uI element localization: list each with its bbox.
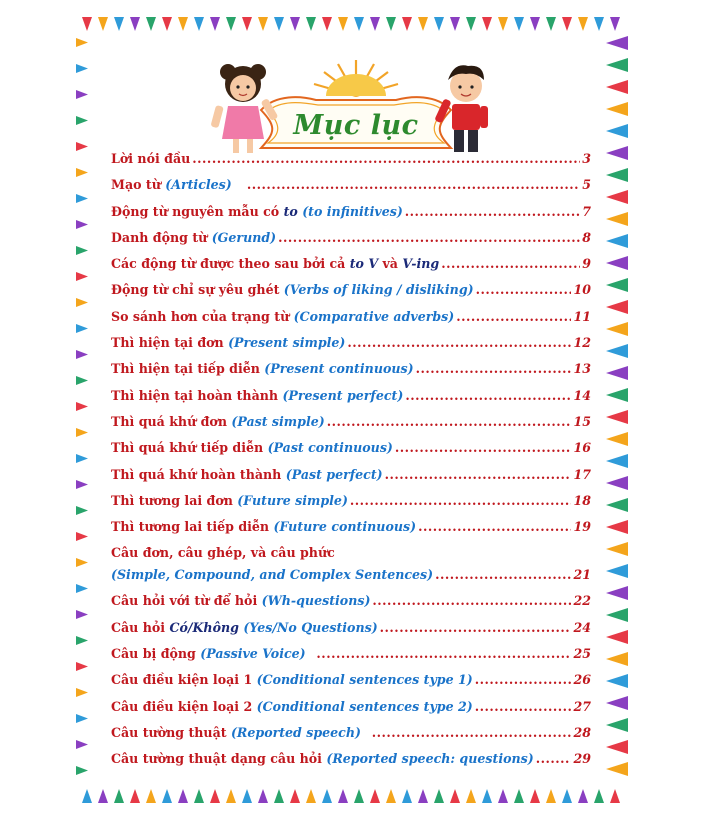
page-number: 19 (573, 519, 591, 535)
flag-bottom-icon (530, 789, 540, 803)
dot-leader (372, 593, 571, 608)
flag-bottom-icon (146, 789, 156, 803)
flag-bottom-icon (226, 789, 236, 803)
page-number: 12 (573, 335, 591, 351)
flag-right-icon (606, 740, 628, 754)
entry-en: (Conditional sentences type 2) (256, 698, 473, 714)
dot-leader (418, 519, 571, 534)
dot-leader (192, 151, 580, 166)
flag-bottom-icon (610, 789, 620, 803)
page-number: 17 (573, 466, 591, 482)
entry-vn: Câu tường thuật dạng câu hỏi (111, 751, 322, 767)
toc-entry-to-infinitives[interactable] (111, 204, 591, 230)
entry-vn: Câu điều kiện loại 1 (111, 672, 253, 688)
page-number: 21 (573, 567, 591, 583)
flag-bottom-icon (482, 789, 492, 803)
flag-left-icon (76, 324, 88, 333)
flag-left-icon (76, 506, 88, 515)
flag-right-icon (606, 674, 628, 688)
dot-leader (372, 725, 572, 740)
dot-leader (475, 699, 572, 714)
flag-bottom-icon (194, 789, 204, 803)
toc-entry-yes-no-questions[interactable] (111, 620, 591, 646)
dot-leader (385, 467, 572, 482)
flag-bottom-icon (546, 789, 556, 803)
flag-left-icon (76, 246, 88, 255)
entry-en: (Verbs of liking / disliking) (283, 282, 474, 298)
page-number: 15 (573, 413, 591, 429)
entry-en: (Reported speech) (230, 724, 361, 740)
page-number: 11 (573, 308, 591, 324)
flag-right-icon (606, 498, 628, 512)
flag-right-icon (606, 608, 628, 622)
entry-en: (Future simple) (237, 492, 348, 508)
flag-right-icon (606, 520, 628, 534)
entry-vn: Lời nói đầu (111, 151, 191, 166)
flag-right-icon (606, 630, 628, 644)
flag-bottom-icon (386, 789, 396, 803)
flag-bottom-icon (306, 789, 316, 803)
page-number: 26 (573, 672, 591, 688)
entry-vn: Thì quá khứ hoàn thành (111, 466, 282, 482)
dot-leader (536, 751, 572, 766)
flag-bottom-icon (258, 789, 268, 803)
flag-right-icon (606, 234, 628, 248)
flag-left-icon (76, 428, 88, 437)
flag-bottom-icon (290, 789, 300, 803)
page-number: 24 (573, 619, 591, 635)
dot-leader (278, 230, 580, 245)
flag-right-icon (606, 696, 628, 710)
flag-right-icon (606, 432, 628, 446)
page-number: 3 (582, 151, 591, 166)
flag-left-icon (76, 168, 88, 177)
flag-left-icon (76, 714, 88, 723)
toc-entry-past-perfect[interactable] (111, 467, 591, 493)
flag-bottom-icon (402, 789, 412, 803)
page-number: 9 (582, 256, 591, 272)
dot-leader (395, 440, 572, 455)
entry-en: (Passive Voice) (200, 646, 306, 662)
entry-en: (Present continuous) (264, 361, 414, 377)
page-number: 8 (582, 229, 591, 245)
flag-right-icon (606, 476, 628, 490)
page-title: Mục lục (293, 110, 419, 141)
toc-entry-conditional-1[interactable] (111, 672, 591, 698)
flag-right-icon (606, 454, 628, 468)
flag-right-icon (606, 300, 628, 314)
entry-vn: Câu điều kiện loại 2 (111, 698, 253, 714)
flag-right-icon (606, 542, 628, 556)
flag-left-icon (76, 220, 88, 229)
toc-entry-articles[interactable] (111, 177, 591, 203)
toc-entry-present-perfect[interactable] (111, 388, 591, 414)
toc-entry-comparative-adverbs[interactable] (111, 309, 591, 335)
flag-bottom-icon (82, 789, 92, 803)
flag-left-icon (76, 532, 88, 541)
flag-left-icon (76, 454, 88, 463)
flag-bottom-icon (210, 789, 220, 803)
dot-leader (316, 646, 571, 661)
toc-entry-gerund[interactable] (111, 230, 591, 256)
flag-right-icon (606, 564, 628, 578)
flag-bottom-icon (578, 789, 588, 803)
entry-second-line (111, 567, 591, 582)
page-number: 27 (573, 698, 591, 714)
toc-entry-to-v-and-v-ing[interactable] (111, 256, 591, 282)
entry-en: (Reported speech: questions) (326, 751, 534, 767)
flag-left-icon (76, 298, 88, 307)
flag-left-icon (76, 558, 88, 567)
flag-right-icon (606, 168, 628, 182)
entry-vn: Động từ nguyên mẫu có (111, 203, 280, 219)
toc-entry-sentence-types[interactable] (111, 545, 591, 593)
toc-entry-future-continuous[interactable] (111, 519, 591, 545)
flag-right-icon (606, 762, 628, 776)
entry-en: (Yes/No Questions) (243, 619, 378, 635)
page-number: 22 (573, 593, 591, 609)
flag-right-icon (606, 278, 628, 292)
flag-left-icon (76, 376, 88, 385)
page-number: 29 (573, 751, 591, 767)
dot-leader (327, 414, 572, 429)
entry-en: (Past simple) (231, 413, 325, 429)
flag-bottom-icon (434, 789, 444, 803)
entry-vn: Động từ chỉ sự yêu ghét (111, 282, 280, 298)
flag-bottom-icon (450, 789, 460, 803)
flag-left-icon (76, 688, 88, 697)
entry-en: (Wh-questions) (261, 593, 371, 609)
page-number: 28 (573, 724, 591, 740)
flag-bottom-icon (418, 789, 428, 803)
page-number: 18 (573, 492, 591, 508)
toc-entry-conditional-2[interactable] (111, 699, 591, 725)
entry-highlight: Có/Không (169, 619, 239, 635)
entry-en: (Comparative adverbs) (293, 308, 455, 324)
dot-leader (456, 309, 571, 324)
flag-right-icon (606, 322, 628, 336)
flag-left-icon (76, 584, 88, 593)
flag-bottom-icon (594, 789, 604, 803)
entry-en: (Gerund) (211, 229, 277, 245)
flag-bottom-icon (338, 789, 348, 803)
entry-vn: Câu đơn, câu ghép, và câu phức (111, 545, 335, 561)
entry-vn: Câu hỏi (111, 619, 166, 635)
flag-bottom-icon (178, 789, 188, 803)
entry-en: (Present simple) (228, 335, 346, 351)
flag-right-icon (606, 718, 628, 732)
flag-bottom-icon (98, 789, 108, 803)
dot-leader (435, 567, 571, 582)
toc-entry-wh-questions[interactable] (111, 593, 591, 619)
toc-entry-present-continuous[interactable] (111, 361, 591, 387)
flag-bottom-icon (498, 789, 508, 803)
page-number: 10 (573, 282, 591, 298)
entry-vn: Thì hiện tại đơn (111, 335, 224, 351)
entry-vn: Câu tường thuật (111, 724, 227, 740)
dot-leader (247, 177, 580, 192)
flag-right-icon (606, 212, 628, 226)
toc-entry-liking-disliking[interactable] (111, 282, 591, 308)
flag-left-icon (76, 480, 88, 489)
toc-entry-intro[interactable] (111, 151, 591, 177)
dot-leader (347, 335, 571, 350)
dot-leader (441, 256, 580, 271)
entry-en: (Past perfect) (285, 466, 383, 482)
dot-leader (350, 493, 572, 508)
entry-vn: So sánh hơn của trạng từ (111, 308, 290, 324)
entry-vn-connector: và (382, 256, 398, 272)
toc-entry-reported-speech[interactable] (111, 725, 591, 751)
entry-en: (Simple, Compound, and Complex Sentences) (111, 567, 434, 583)
dot-leader (405, 388, 571, 403)
entry-highlight: to (283, 203, 298, 219)
entry-vn: Thì hiện tại tiếp diễn (111, 361, 260, 377)
flag-left-icon (76, 662, 88, 671)
entry-vn: Danh động từ (111, 229, 208, 245)
toc-entry-future-simple[interactable] (111, 493, 591, 519)
toc-entry-past-continuous[interactable] (111, 440, 591, 466)
flag-bottom-icon (114, 789, 124, 803)
flag-bottom-icon (162, 789, 172, 803)
page-number: 25 (573, 646, 591, 662)
flag-left-icon (76, 350, 88, 359)
flag-left-icon (76, 194, 88, 203)
flag-right-icon (606, 586, 628, 600)
flag-right-icon (606, 366, 628, 380)
dot-leader (380, 620, 572, 635)
flag-bottom-icon (274, 789, 284, 803)
toc-page (76, 14, 628, 806)
flag-right-icon (606, 388, 628, 402)
dot-leader (475, 672, 572, 687)
page-number: 7 (582, 203, 591, 219)
page-number: 5 (582, 177, 591, 193)
entry-vn: Thì tương lai đơn (111, 492, 233, 508)
flag-right-icon (606, 190, 628, 204)
dot-leader (476, 282, 572, 297)
page-number: 13 (573, 361, 591, 377)
entry-en: (Past continuous) (267, 440, 393, 456)
toc-entry-present-simple[interactable] (111, 335, 591, 361)
toc-entry-passive-voice[interactable] (111, 646, 591, 672)
toc-entry-reported-questions[interactable] (111, 751, 591, 777)
entry-en: (to infinitives) (302, 203, 403, 219)
entry-en: (Present perfect) (282, 387, 404, 403)
entry-en: (Articles) (165, 177, 232, 193)
dot-leader (405, 204, 580, 219)
flag-right-icon (606, 652, 628, 666)
entry-en: (Conditional sentences type 1) (256, 672, 473, 688)
entry-highlight-2: V-ing (402, 256, 440, 272)
flag-left-icon (76, 636, 88, 645)
entry-vn: Mạo từ (111, 177, 161, 193)
page-number: 14 (573, 387, 591, 403)
entry-vn: Thì tương lai tiếp diễn (111, 519, 270, 535)
flag-right-icon (606, 344, 628, 358)
page-number: 16 (573, 440, 591, 456)
flag-bottom-icon (370, 789, 380, 803)
flag-bottom-icon (514, 789, 524, 803)
flag-bottom-icon (130, 789, 140, 803)
flag-bottom-icon (322, 789, 332, 803)
flag-bottom-icon (354, 789, 364, 803)
flag-left-icon (76, 766, 88, 775)
flag-bottom-icon (242, 789, 252, 803)
entry-vn: Các động từ được theo sau bởi cả (111, 256, 346, 272)
entry-vn: Câu bị động (111, 646, 196, 662)
flag-right-icon (606, 256, 628, 270)
flag-bottom-icon (466, 789, 476, 803)
entry-vn: Thì quá khứ đơn (111, 413, 227, 429)
toc-entry-past-simple[interactable] (111, 414, 591, 440)
entry-vn: Thì hiện tại hoàn thành (111, 387, 279, 403)
flag-left-icon (76, 740, 88, 749)
flag-right-icon (606, 410, 628, 424)
flag-left-icon (76, 610, 88, 619)
flag-bottom-icon (562, 789, 572, 803)
table-of-contents (111, 151, 591, 778)
entry-en: (Future continuous) (273, 519, 417, 535)
entry-vn: Thì quá khứ tiếp diễn (111, 440, 264, 456)
flag-left-icon (76, 272, 88, 281)
dot-leader (416, 361, 572, 376)
entry-highlight: to V (349, 256, 379, 272)
flag-left-icon (76, 402, 88, 411)
entry-vn: Câu hỏi với từ để hỏi (111, 593, 258, 609)
